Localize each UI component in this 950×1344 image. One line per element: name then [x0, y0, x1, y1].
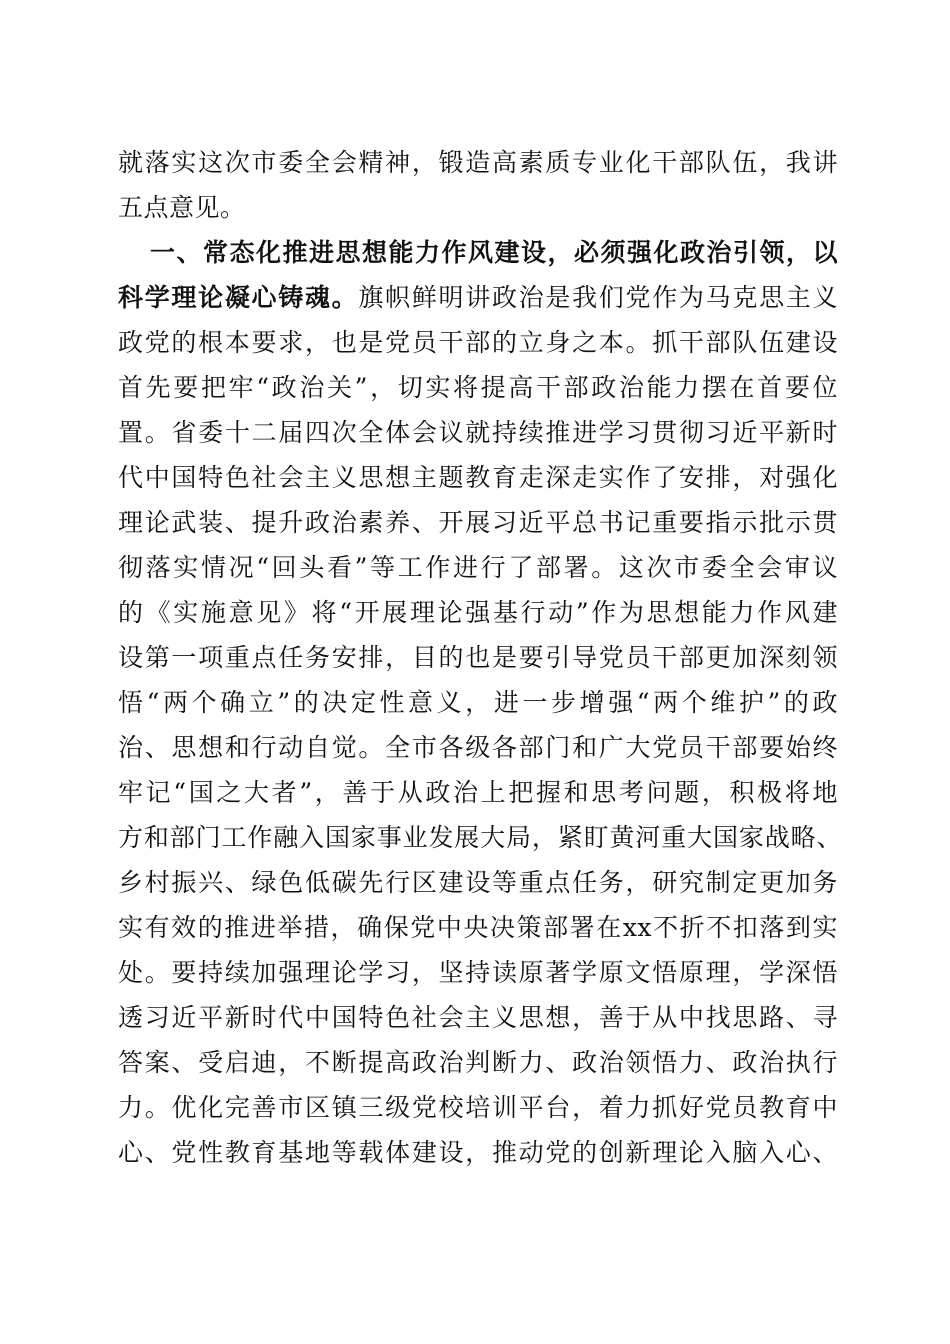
paragraph-line: 方和部门工作融入国家事业发展大局，紧盯黄河重大国家战略、 [118, 823, 842, 852]
paragraph-line: 首先要把牢“政治关”，切实将提高干部政治能力摆在首要位 [118, 373, 838, 402]
paragraph-line: 悟“两个确立”的决定性意义，进一步增强“两个维护”的政 [118, 688, 838, 717]
paragraph-line: 乡村振兴、绿色低碳先行区建设等重点任务，研究制定更加务 [118, 868, 838, 897]
paragraph-line: 政党的根本要求，也是党员干部的立身之本。抓干部队伍建设 [118, 328, 838, 357]
paragraph-line: 置。省委十二届四次全体会议就持续推进学习贯彻习近平新时 [118, 418, 838, 447]
paragraph-line: 心、党性教育基地等载体建设，推动党的创新理论入脑入心、 [118, 1138, 838, 1167]
paragraph-line: 彻落实情况“回头看”等工作进行了部署。这次市委全会审议 [118, 553, 838, 582]
paragraph-line: 实有效的推进举措，确保党中央决策部署在xx不折不扣落到实 [118, 913, 838, 942]
paragraph-text: 旗帜鲜明讲政治是我们党作为马克思主义 [358, 283, 838, 312]
paragraph-line: 牢记“国之大者”，善于从政治上把握和思考问题，积极将地 [118, 778, 838, 807]
section-heading-tail: 科学理论凝心铸魂。 [118, 283, 359, 312]
paragraph-line: 代中国特色社会主义思想主题教育走深走实作了安排，对强化 [118, 463, 838, 492]
section-heading-line: 一、常态化推进思想能力作风建设，必须强化政治引领，以 [150, 238, 838, 267]
paragraph-line: 治、思想和行动自觉。全市各级各部门和广大党员干部要始终 [118, 733, 838, 762]
paragraph-line: 理论武装、提升政治素养、开展习近平总书记重要指示批示贯 [118, 508, 838, 537]
paragraph-line: 的《实施意见》将“开展理论强基行动”作为思想能力作风建 [118, 598, 838, 627]
paragraph-line: 设第一项重点任务安排，目的也是要引导党员干部更加深刻领 [118, 643, 838, 672]
paragraph-line: 就落实这次市委全会精神，锻造高素质专业化干部队伍，我讲 [118, 148, 838, 177]
paragraph-line-mixed [118, 276, 838, 320]
paragraph-line: 力。优化完善市区镇三级党校培训平台，着力抓好党员教育中 [118, 1093, 838, 1122]
paragraph-line: 答案、受启迪，不断提高政治判断力、政治领悟力、政治执行 [118, 1048, 838, 1077]
paragraph-line: 处。要持续加强理论学习，坚持读原著学原文悟原理，学深悟 [118, 958, 838, 987]
paragraph-line: 五点意见。 [118, 193, 246, 222]
paragraph-line: 透习近平新时代中国特色社会主义思想，善于从中找思路、寻 [118, 1003, 838, 1032]
